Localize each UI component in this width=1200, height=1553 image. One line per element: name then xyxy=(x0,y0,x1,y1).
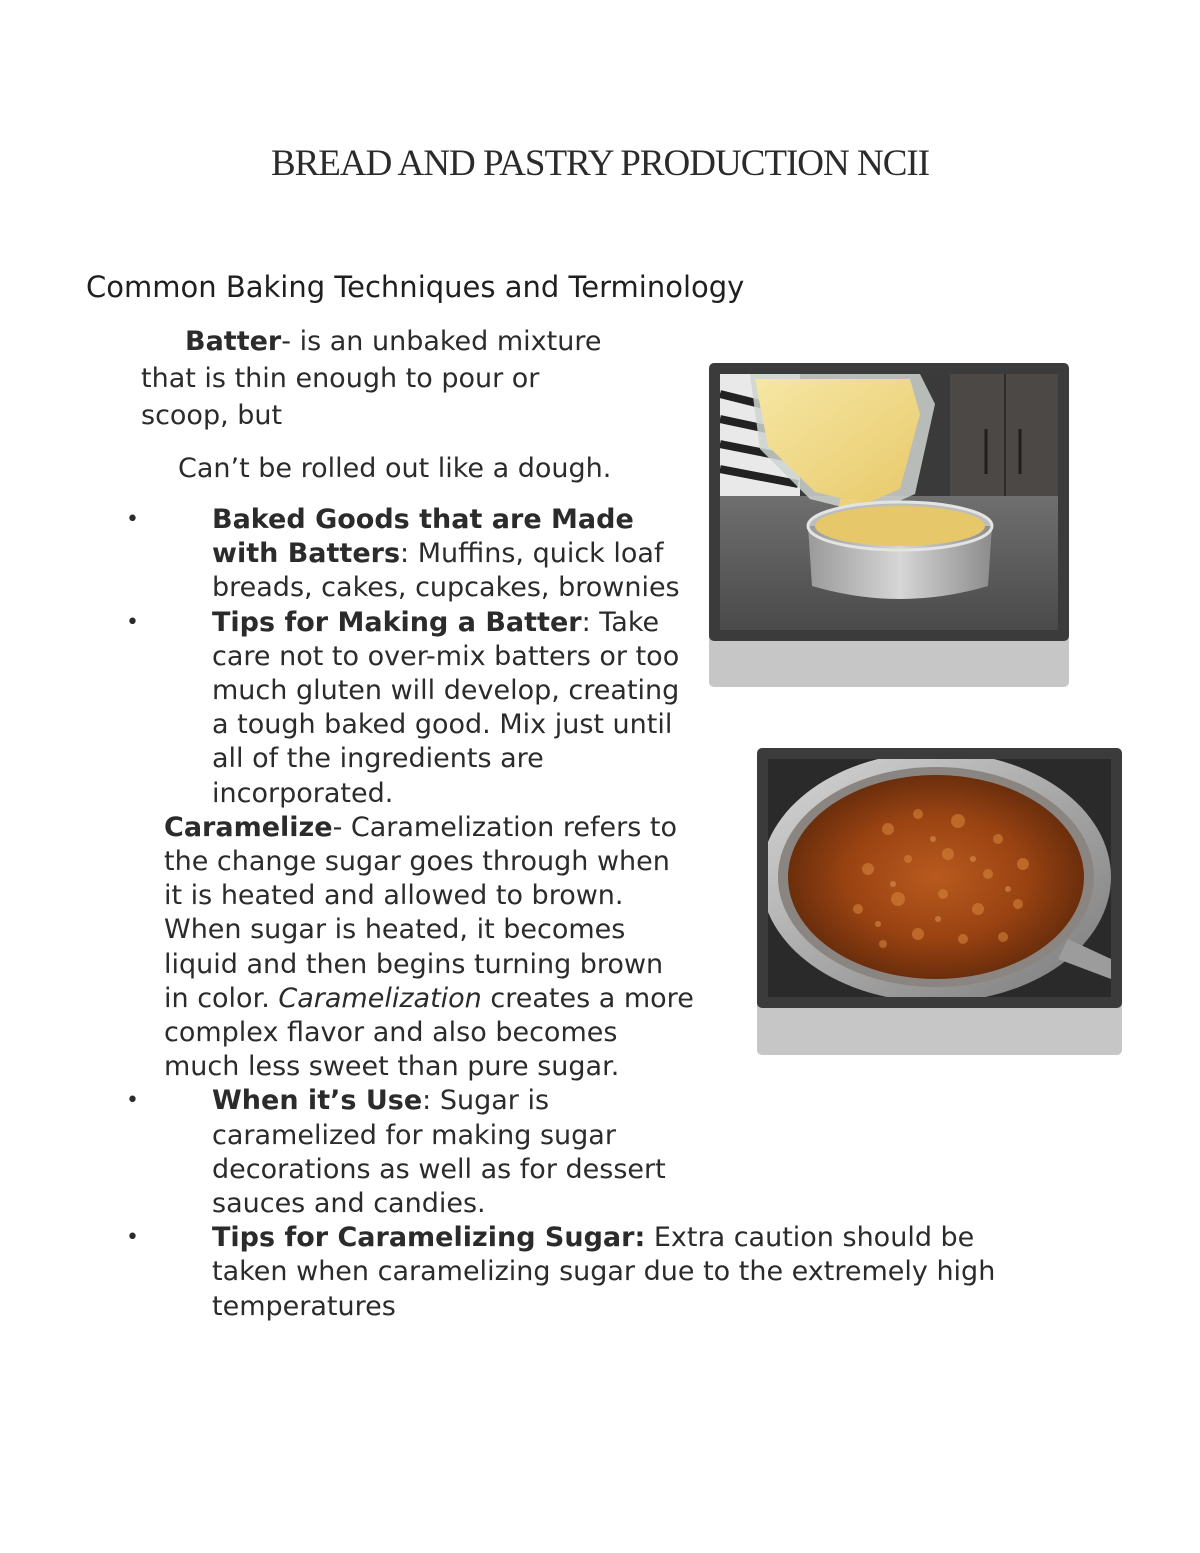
baked-goods-text: : Muffins, quick loaf breads, cakes, cupcakes, brownies xyxy=(212,538,680,604)
batter-definition xyxy=(141,323,681,434)
list-item xyxy=(126,606,694,1085)
list-item xyxy=(126,503,694,606)
caramelize-term: Caramelize xyxy=(164,811,333,843)
batter-definition-line3: scoop, but xyxy=(141,400,283,431)
caramelization-italic: Caramelization xyxy=(278,982,482,1014)
list-item xyxy=(126,1084,694,1221)
when-use-text: : Sugar is caramelized for making sugar decorations as well as for dessert sauces and candies. xyxy=(212,1085,666,1220)
tips-batter-label: Tips for Making a Batter xyxy=(212,606,582,638)
batter-photo-frame xyxy=(709,363,1069,641)
caramelization-text: creates a more complex flavor and also becomes much less sweet than pure sugar. xyxy=(164,982,694,1083)
bullet-icon: • xyxy=(126,1225,139,1251)
page-title: BREAD AND PASTRY PRODUCTION NCII xyxy=(270,143,930,184)
bullet-icon: • xyxy=(126,507,139,532)
caramel-photo-icon xyxy=(768,759,1111,997)
tips-batter-text: : Take care not to over-mix batters or too much gluten will develop, creating a tough baked good. Mix just until all of the ingredients are incorporated. xyxy=(212,606,680,809)
batter-definition-line1: - is an unbaked mixture xyxy=(281,326,602,357)
batter-photo-caption-bar xyxy=(709,634,1069,687)
batter-term: Batter xyxy=(185,326,282,357)
batter-photo-icon xyxy=(720,374,1058,630)
list-item xyxy=(126,1221,1054,1324)
tips-caramel-label: Tips for Caramelizing Sugar: xyxy=(212,1222,646,1254)
tips-caramel-text: Extra caution should be taken when caramelizing sugar due to the extremely high temperatures xyxy=(212,1222,996,1322)
bullet-icon: • xyxy=(126,1088,139,1114)
caramel-photo-caption-bar xyxy=(757,1000,1122,1055)
baked-goods-label: Baked Goods that are Made with Batters xyxy=(212,504,634,570)
section-heading: Common Baking Techniques and Terminology xyxy=(86,270,745,304)
when-use-label: When it’s Use xyxy=(212,1085,423,1117)
batter-note: Can’t be rolled out like a dough. xyxy=(178,453,612,484)
caramelize-definition: - Caramelization refers to the change sugar goes through when it is heated and allowed to brown. When sugar is heated, it becomes liquid and then begins turning brown in color. xyxy=(164,811,677,1014)
bullet-icon: • xyxy=(126,609,139,635)
bullet-list xyxy=(126,503,996,1324)
caramel-photo-frame xyxy=(757,748,1122,1008)
batter-definition-line2: that is thin enough to pour or xyxy=(141,363,540,394)
